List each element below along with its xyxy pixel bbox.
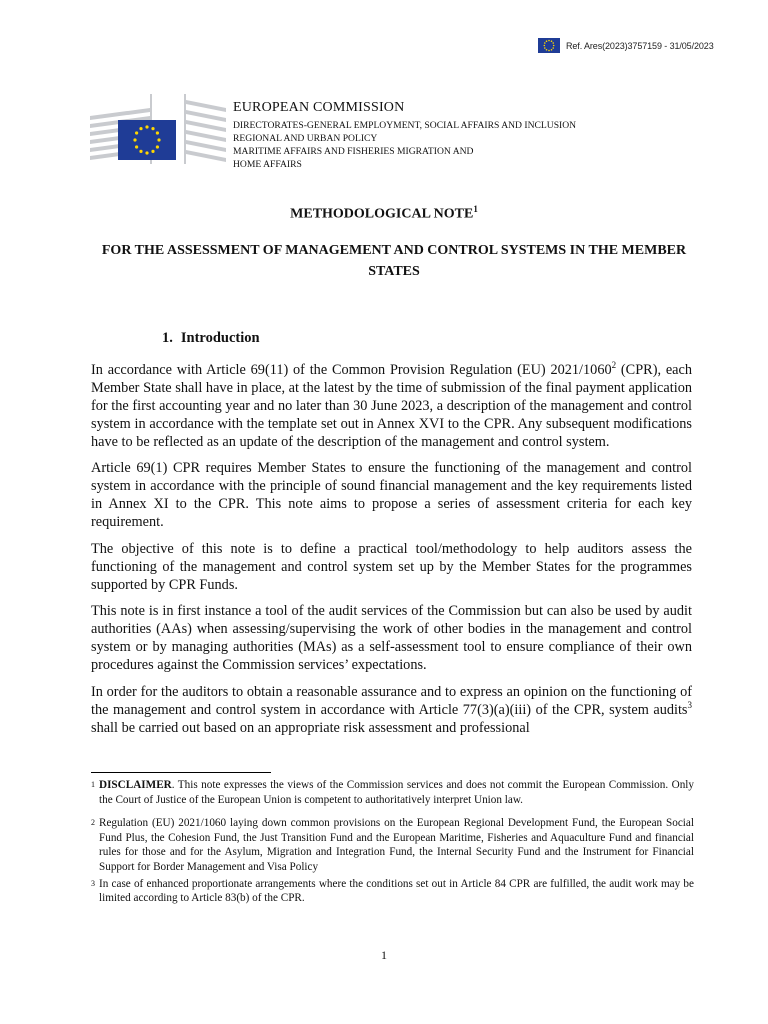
footnote-number: 3 (91, 878, 95, 888)
footnote-ref[interactable]: 3 (687, 699, 692, 710)
paragraph: Article 69(1) CPR requires Member States to ensure the functioning of the management and control system in accordance with the principle of sound financial management and the key requirements listed in Annex XI to the CPR. This note aims to propose a series of assessment criteria for each key requirement. (91, 460, 692, 531)
body-text (91, 362, 692, 746)
document-subtitle: FOR THE ASSESSMENT OF MANAGEMENT AND CONTROL SYSTEMS IN THE MEMBER STATES (101, 243, 687, 279)
directorate-line: REGIONAL AND URBAN POLICY (233, 133, 378, 144)
disclaimer-label: DISCLAIMER (99, 779, 172, 791)
organization-name: EUROPEAN COMMISSION (233, 100, 405, 115)
eu-flag-icon (538, 38, 560, 53)
paragraph: This note is in first instance a tool of the audit services of the Commission but can also be used by audit authorities (AAs) when assessing/supervising the work of other bodies in the management and control system or by managing authorities (MAs) as a self-assessment tool to ensure compliance of their own procedures against the Commission services’ expectations. (91, 603, 692, 673)
footnote (91, 877, 694, 906)
directorate-line: DIRECTORATES-GENERAL EMPLOYMENT, SOCIAL AFFAIRS AND INCLUSION (233, 120, 577, 131)
footnote-number: 2 (91, 818, 95, 828)
footnote-ref[interactable]: 1 (473, 204, 478, 214)
european-commission-logo (90, 94, 226, 164)
footnote-body: . This note expresses the views of the Commission services and does not commit the European Commission. Only the Court of Justice of the European Union is competent to authoritatively interpret Union law. (99, 779, 694, 806)
document-title (0, 204, 768, 223)
directorate-line: MARITIME AFFAIRS AND FISHERIES MIGRATION AND (233, 146, 474, 157)
footnote-divider (91, 772, 271, 773)
paragraph-text: In order for the auditors to obtain a reasonable assurance and to express an opinion on the functioning of the management and control system in accordance with Article 77(3)(a)(iii) of the CPR, system audits (91, 683, 692, 718)
section-heading (162, 330, 260, 347)
footnote-text: Regulation (EU) 2021/1060 laying down common provisions on the European Regional Development Fund, the European Social Fund Plus, the Cohesion Fund, the Just Transition Fund and the European Maritime, Fisheries and Aquaculture Fund and financial rules for those and for the Asylum, Migration and Integration Fund, the Internal Security Fund and the Instrument for Financial Support for Border Management and Visa Policy (99, 817, 694, 873)
footnote-ref[interactable]: 2 (611, 360, 617, 371)
paragraph: The objective of this note is to define a practical tool/methodology to help auditors assess the functioning of the management and control system set up by the Member States for the programmes supported by CPR Funds. (91, 540, 692, 593)
paragraph-text: shall be carried out based on an appropriate risk assessment and professional (91, 719, 530, 736)
paragraph (91, 362, 692, 452)
footnote-number: 1 (91, 780, 95, 789)
organization-block (233, 100, 576, 171)
page-number: 1 (381, 948, 387, 962)
paragraph (91, 684, 692, 738)
section-title: Introduction (180, 330, 260, 346)
document-title-text: METHODOLOGICAL NOTE (290, 206, 474, 222)
footnote (91, 778, 694, 807)
reference-number: Ref. Ares(2023)3757159 - 31/05/2023 (566, 40, 714, 51)
paragraph-text: (CPR), each Member State shall have in place, at the latest by the time of submission of the final payment application for the first accounting year and no later than 30 June 2023, a description of the management and control system in accordance with the template set out in Annex XVI to the CPR. Any subsequent modifications have to be reflected as an update of the description of the management and control system. (91, 362, 692, 450)
footnotes (91, 778, 694, 915)
paragraph-text: In accordance with Article 69(11) of the Common Provision Regulation (EU) 2021/1060 (91, 362, 612, 378)
footnote (91, 816, 694, 874)
footnote-text: In case of enhanced proportionate arrangements where the conditions set out in Article 84 CPR are fulfilled, the audit work may be limited according to Article 83(b) of the CPR. (99, 877, 694, 905)
reference-stamp (538, 38, 714, 53)
directorate-line: HOME AFFAIRS (233, 159, 302, 170)
footnote-text (99, 778, 694, 807)
section-number: 1. (162, 330, 173, 346)
